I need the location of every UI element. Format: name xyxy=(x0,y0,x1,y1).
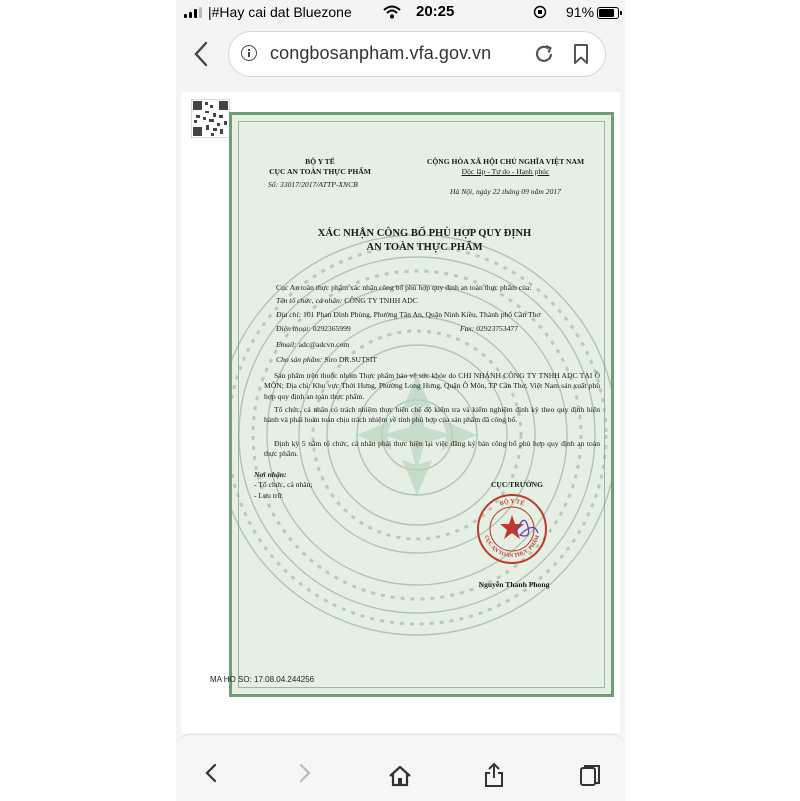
phone-label: Điện thoại: xyxy=(276,324,311,333)
address-bar[interactable] xyxy=(228,31,606,77)
battery-icon xyxy=(597,7,619,19)
orientation-lock-icon xyxy=(533,5,547,19)
share-icon[interactable] xyxy=(483,762,505,788)
product-label: Cho sản phẩm: xyxy=(276,355,323,364)
document-title-line2: AN TOÀN THỰC PHẨM xyxy=(366,242,483,253)
svg-text:CỤC AN TOÀN THỰC PHẨM: CỤC AN TOÀN THỰC PHẨM xyxy=(482,534,542,560)
signer-title: CỤC TRƯỞNG xyxy=(490,480,544,489)
certificate-document xyxy=(229,112,614,697)
carrier-label: |#Hay cai dat Bluezone xyxy=(208,4,352,20)
home-icon[interactable] xyxy=(388,765,412,787)
signal-bars-icon xyxy=(184,7,202,18)
recipient-2: - Lưu trữ. xyxy=(254,491,284,500)
address-label: Địa chỉ: xyxy=(276,310,302,319)
url-text[interactable]: congbosanpham.vfa.gov.vn xyxy=(270,43,492,63)
reload-icon[interactable] xyxy=(533,43,555,65)
bottom-toolbar xyxy=(176,734,625,801)
fax-label: Fax: xyxy=(460,324,475,333)
certificate-number: Số: 33017/2017/ATTP-XNCB xyxy=(268,180,358,189)
qr-code xyxy=(191,99,230,138)
phone-value: 0292365999 xyxy=(312,324,351,333)
recipient-1: - Tổ chức, cá nhân; xyxy=(254,480,313,489)
browser-frame xyxy=(176,0,625,800)
official-stamp xyxy=(476,493,548,565)
recipients-label: Nơi nhận: xyxy=(254,470,287,479)
national-motto: Độc lập - Tự do - Hạnh phúc xyxy=(461,167,550,176)
paragraph-1: Sản phẩm trên thuộc nhóm Thực phẩm bảo vệ sức khỏe do CHI NHÁNH CÔNG TY TNHH ADC TẠI Ô MÔN; Địa chỉ: Khu vực Thới Hưng, Phường Long Hưng, Quận Ô Môn, TP Cần Thơ, Việt Nam sản xuất phù hợp quy định an toàn thực phẩm. xyxy=(264,371,600,401)
document-viewer[interactable] xyxy=(181,92,620,733)
dossier-code: MA HO SO: 17.08.04.244256 xyxy=(210,675,315,684)
org-value: CÔNG TY TNHH ADC xyxy=(344,296,418,305)
product-value: Siro DR.SUTSIT xyxy=(324,355,378,364)
email-value: adc@adcvn.com xyxy=(298,340,350,349)
department-name: CỤC AN TOÀN THỰC PHẨM xyxy=(269,167,371,176)
address-value: 101 Phan Đình Phùng, Phường Tân An, Quận Ninh Kiều, Thành phố Cần Thơ xyxy=(303,310,541,319)
forward-icon[interactable] xyxy=(298,763,312,783)
clock: 20:25 xyxy=(416,3,455,20)
org-label: Tên tổ chức, cá nhân: xyxy=(276,296,343,305)
intro-text: Cục An toàn thực phẩm xác nhận công bố phù hợp quy định an toàn thực phẩm của: xyxy=(276,283,532,292)
fax-value: 02923753477 xyxy=(476,324,519,333)
ministry-name: BỘ Y TẾ xyxy=(305,157,335,166)
country-name: CỘNG HÒA XÃ HỘI CHỦ NGHĨA VIỆT NAM xyxy=(426,157,585,166)
email-label: Email: xyxy=(276,340,297,349)
wifi-icon xyxy=(383,5,401,19)
tabs-icon[interactable] xyxy=(578,765,602,787)
back-chevron-icon[interactable] xyxy=(190,40,212,68)
site-info-icon[interactable] xyxy=(241,45,257,61)
place-and-date: Hà Nội, ngày 22 tháng 09 năm 2017 xyxy=(450,187,561,196)
paragraph-2: Tổ chức, cá nhân có trách nhiệm thực hiện chế độ kiểm tra và kiểm nghiệm định kỳ theo quy định hiện hành và phải hoàn toàn chịu trách nhiệm về tính phù hợp của sản phẩm đã công bố. xyxy=(264,405,600,425)
signer-name: Nguyễn Thanh Phong xyxy=(478,580,550,589)
document-title-line1: XÁC NHẬN CÔNG BỐ PHÙ HỢP QUY ĐỊNH xyxy=(317,228,532,239)
svg-text:BỘ Y TẾ: BỘ Y TẾ xyxy=(499,498,525,508)
bookmark-icon[interactable] xyxy=(571,43,591,65)
paragraph-3: Định kỳ 5 năm tổ chức, cá nhân phải thực hiện lại việc đăng ký bản công bố phù hợp quy định an toàn thực phẩm. xyxy=(264,439,600,459)
battery-percent: 91% xyxy=(566,4,595,20)
back-icon[interactable] xyxy=(204,763,218,783)
status-bar xyxy=(176,0,625,26)
